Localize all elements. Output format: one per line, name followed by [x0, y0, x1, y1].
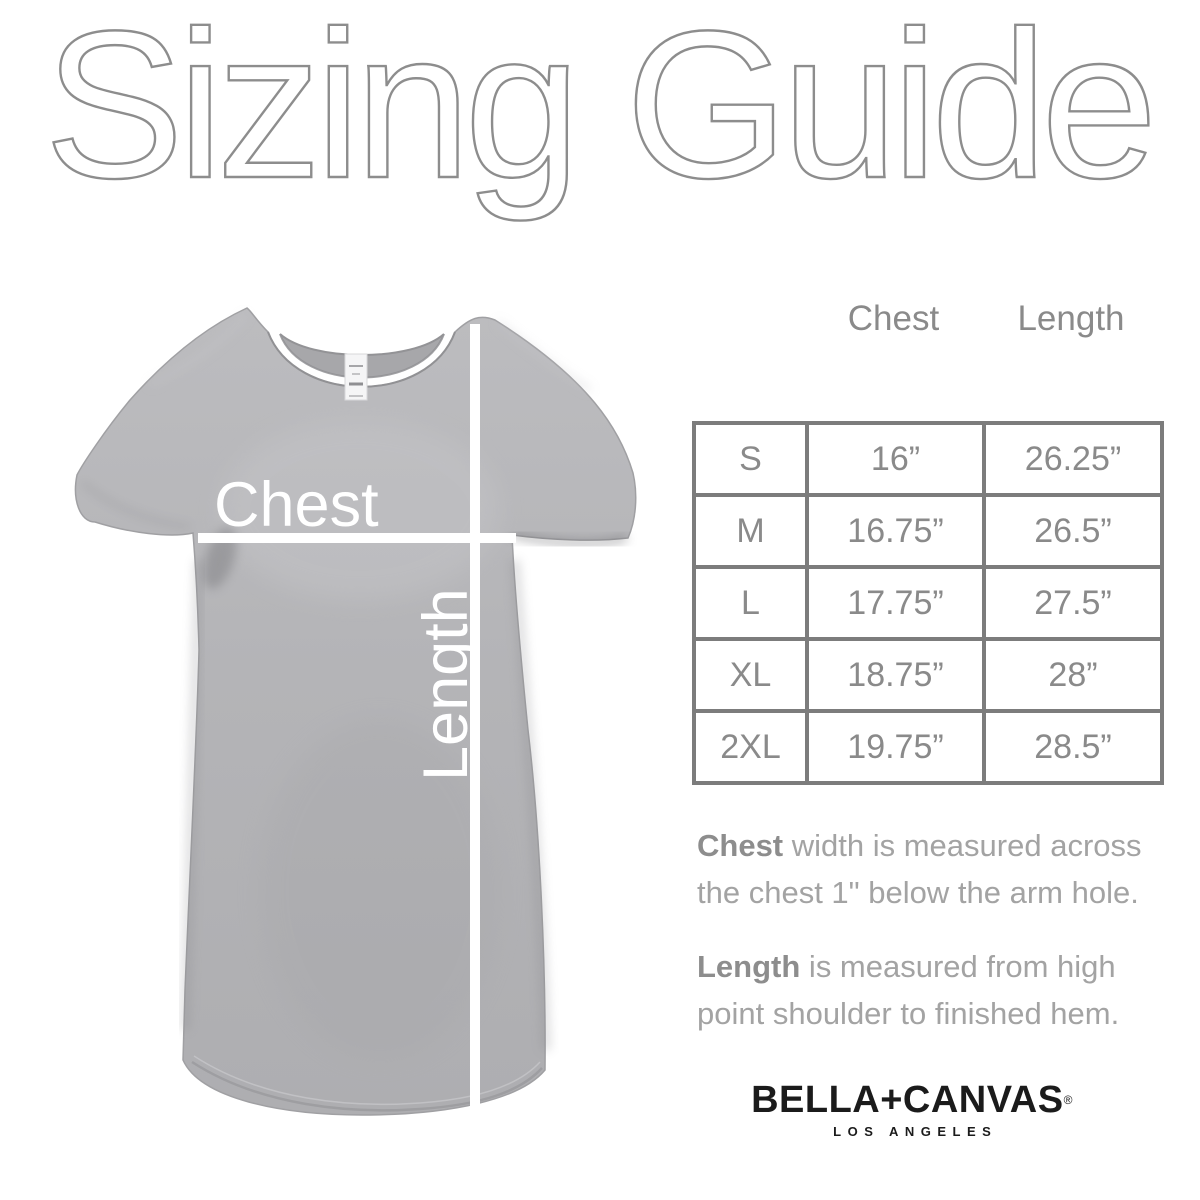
length-cell: 27.5”: [984, 567, 1162, 639]
table-header-chest: Chest: [847, 299, 940, 338]
chest-cell: 16”: [807, 423, 984, 495]
chest-line-label: Chest: [214, 470, 379, 540]
size-table-row: [694, 423, 1162, 495]
table-header-length: Length: [1017, 299, 1125, 338]
tshirt-diagram: [50, 270, 690, 1150]
size-cell: S: [694, 423, 807, 495]
size-table-row: [694, 567, 1162, 639]
size-table-row: [694, 495, 1162, 567]
page-title: Sizing Guide: [44, 0, 1151, 222]
length-cell: 26.5”: [984, 495, 1162, 567]
size-table-row: [694, 639, 1162, 711]
chest-note-lead: Chest: [697, 828, 784, 863]
chest-cell: 18.75”: [807, 639, 984, 711]
measurement-notes: [697, 822, 1177, 1064]
chest-note: [697, 822, 1177, 916]
brand-logo: [672, 1081, 1152, 1139]
size-table: [692, 421, 1164, 785]
size-cell: 2XL: [694, 711, 807, 783]
registered-trademark-symbol: ®: [1063, 1093, 1073, 1107]
size-table-row: [694, 711, 1162, 783]
chest-note-text: width is measured across the chest 1" below the arm hole.: [697, 828, 1142, 910]
chest-cell: 16.75”: [807, 495, 984, 567]
size-table-body: [694, 423, 1162, 783]
length-cell: 28.5”: [984, 711, 1162, 783]
size-cell: M: [694, 495, 807, 567]
size-cell: L: [694, 567, 807, 639]
size-cell: XL: [694, 639, 807, 711]
length-note: [697, 943, 1177, 1037]
chest-cell: 19.75”: [807, 711, 984, 783]
brand-wordmark: BELLA+CANVAS®: [751, 1079, 1073, 1121]
length-cell: 26.25”: [984, 423, 1162, 495]
length-note-lead: Length: [697, 949, 801, 984]
length-note-text: is measured from high point shoulder to finished hem.: [697, 949, 1120, 1031]
length-line-label: Length: [411, 588, 481, 781]
length-cell: 28”: [984, 639, 1162, 711]
neck-tag: [345, 354, 367, 400]
tshirt-image: [50, 270, 690, 1150]
chest-cell: 17.75”: [807, 567, 984, 639]
brand-city: LOS ANGELES: [833, 1124, 998, 1139]
